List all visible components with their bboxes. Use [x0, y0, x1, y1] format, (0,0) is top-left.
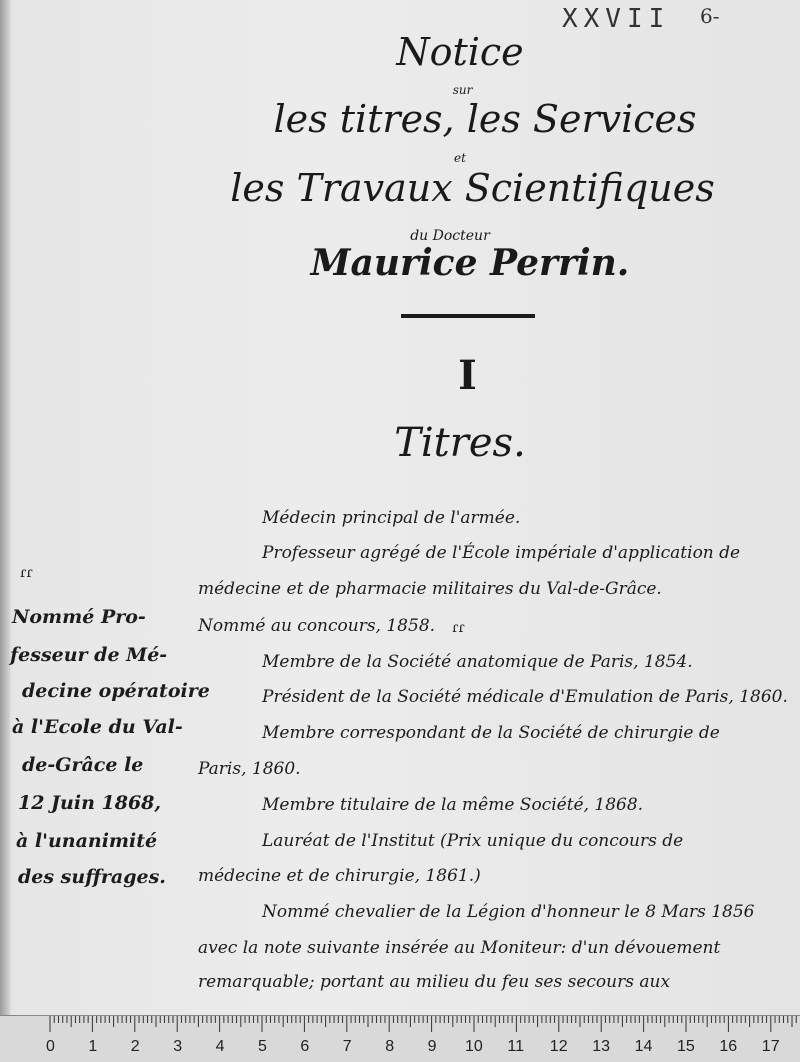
body-line: Membre de la Société anatomique de Paris, 1854. [262, 652, 693, 672]
margin-note-line: des suffrages. [18, 866, 166, 888]
body-line: médecine et de pharmacie militaires du Val-de-Grâce. [198, 579, 662, 599]
ruler-number: 15 [677, 1038, 695, 1055]
body-line: Paris, 1860. [198, 759, 301, 779]
body-line: médecine et de chirurgie, 1861.) [198, 866, 481, 886]
margin-note-line: de-Grâce le [22, 754, 144, 776]
ruler-number: 13 [592, 1038, 610, 1055]
title-divider [401, 314, 535, 318]
title-line3: les Travaux Scientifiques [230, 166, 715, 210]
margin-note-line: fesseur de Mé- [10, 644, 168, 666]
margin-note-line: Nommé Pro- [12, 606, 146, 628]
title-line2: les titres, les Services [273, 97, 697, 141]
ruler-number: 17 [761, 1038, 780, 1055]
title-notice: Notice [396, 30, 524, 74]
body-line: Lauréat de l'Institut (Prix unique du concours de [262, 831, 684, 851]
ruler-number: 14 [634, 1038, 653, 1055]
ruler-number: 12 [549, 1038, 568, 1055]
ruler-number: 16 [719, 1038, 738, 1055]
ruler-number: 7 [342, 1038, 352, 1055]
ruler-number: 8 [385, 1038, 395, 1055]
body-line: Président de la Société médicale d'Emulation de Paris, 1860. [262, 687, 788, 707]
archive-sub: 6- [700, 4, 720, 28]
ruler-number: 4 [215, 1038, 225, 1055]
body-line: avec la note suivante insérée au Moniteur: d'un dévouement [198, 938, 721, 958]
title-doctor-name: Maurice Perrin. [310, 242, 630, 284]
ruler-number: 1 [88, 1038, 98, 1055]
margin-note-line: à l'unanimité [16, 830, 158, 852]
archive-mark: XXVII [562, 4, 671, 34]
body-line: Nommé au concours, 1858. [198, 616, 436, 636]
margin-note-line: à l'Ecole du Val- [12, 716, 183, 738]
ruler-number: 9 [427, 1038, 437, 1055]
ruler-number: 0 [46, 1038, 55, 1055]
margin-note-line: decine opératoire [22, 680, 210, 702]
ruler-number: 11 [507, 1038, 524, 1055]
measuring-ruler [0, 1015, 800, 1062]
body-line: Nommé chevalier de la Légion d'honneur le 8 Mars 1856 [262, 902, 755, 922]
body-line: Professeur agrégé de l'École impériale d'application de [262, 543, 741, 563]
ruler-number: 5 [258, 1038, 267, 1055]
ruler-number: 2 [130, 1038, 140, 1055]
insert-mark: ɾɾ [452, 620, 465, 636]
section-title: Titres. [394, 420, 526, 466]
title-sur: sur [452, 83, 473, 97]
ruler-number: 6 [300, 1038, 310, 1055]
insert-mark: ɾɾ [20, 565, 33, 581]
body-line: remarquable; portant au milieu du feu ses secours aux [198, 972, 671, 992]
body-line: Membre titulaire de la même Société, 1868. [262, 795, 644, 815]
margin-note-line: 12 Juin 1868, [18, 792, 162, 814]
body-line: Membre correspondant de la Société de chirurgie de [262, 723, 720, 743]
section-number: I [458, 352, 477, 399]
title-du-docteur: du Docteur [410, 228, 490, 244]
ruler-number: 10 [465, 1038, 483, 1055]
title-et: et [454, 151, 466, 165]
body-line: Médecin principal de l'armée. [262, 508, 521, 528]
ruler-number: 3 [173, 1038, 183, 1055]
